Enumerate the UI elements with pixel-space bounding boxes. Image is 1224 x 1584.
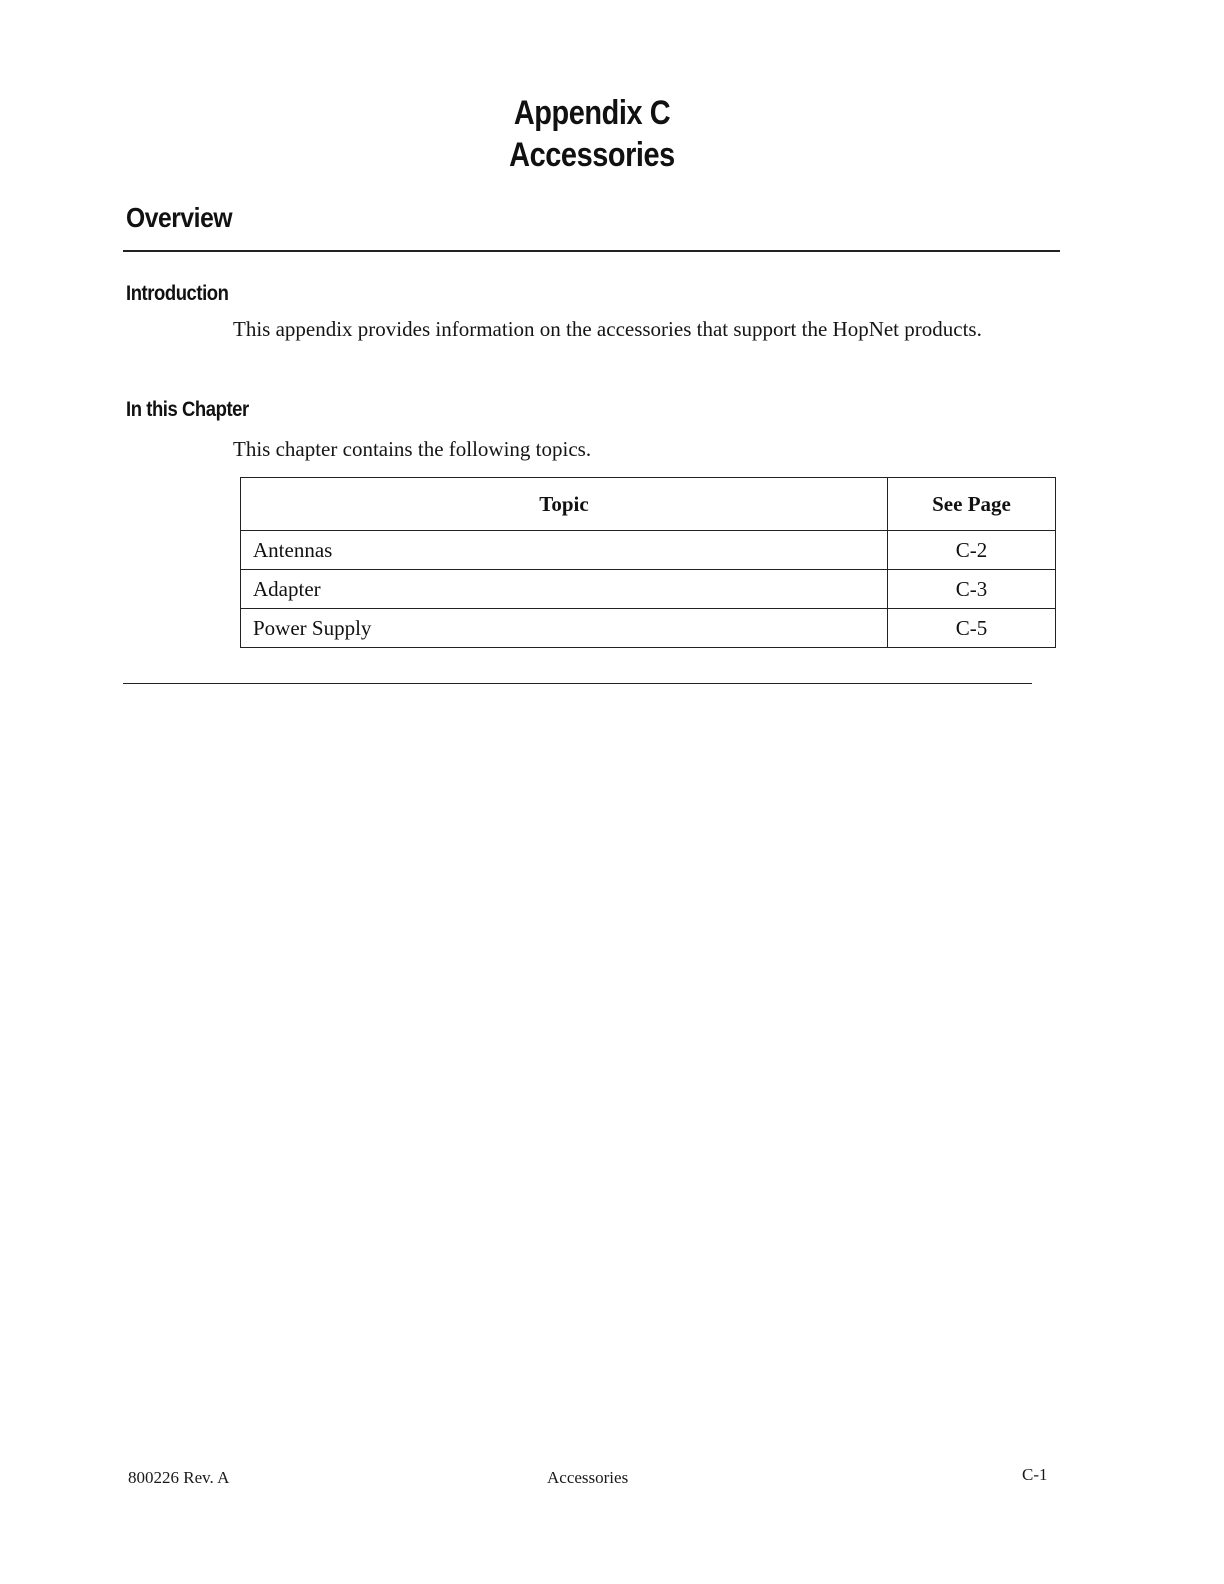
page-cell: C-5	[888, 609, 1056, 648]
topic-column-header: Topic	[241, 478, 888, 531]
top-divider	[123, 250, 1060, 252]
appendix-subtitle: Accessories	[509, 136, 675, 174]
footer-page-number: C-1	[1022, 1465, 1048, 1484]
footer-section: Accessories	[547, 1468, 629, 1487]
in-this-chapter-heading: In this Chapter	[126, 398, 249, 421]
topic-cell: Power Supply	[241, 609, 888, 648]
page-title	[0, 92, 1184, 176]
table-row	[241, 609, 1056, 648]
introduction-text: This appendix provides information on the accessories that support the HopNet products.	[233, 317, 982, 341]
overview-heading: Overview	[126, 202, 233, 233]
table-row	[241, 531, 1056, 570]
introduction-heading: Introduction	[126, 282, 229, 305]
footer-doc-number: 800226 Rev. A	[128, 1468, 230, 1487]
topic-cell: Antennas	[241, 531, 888, 570]
bottom-divider	[123, 683, 1032, 684]
page-cell: C-3	[888, 570, 1056, 609]
appendix-title: Appendix C	[513, 94, 671, 132]
page-cell: C-2	[888, 531, 1056, 570]
topics-table	[240, 477, 1056, 648]
table-header-row	[241, 478, 1056, 531]
topic-cell: Adapter	[241, 570, 888, 609]
table-row	[241, 570, 1056, 609]
in-this-chapter-text: This chapter contains the following topics.	[233, 437, 592, 461]
see-page-column-header: See Page	[888, 478, 1056, 531]
